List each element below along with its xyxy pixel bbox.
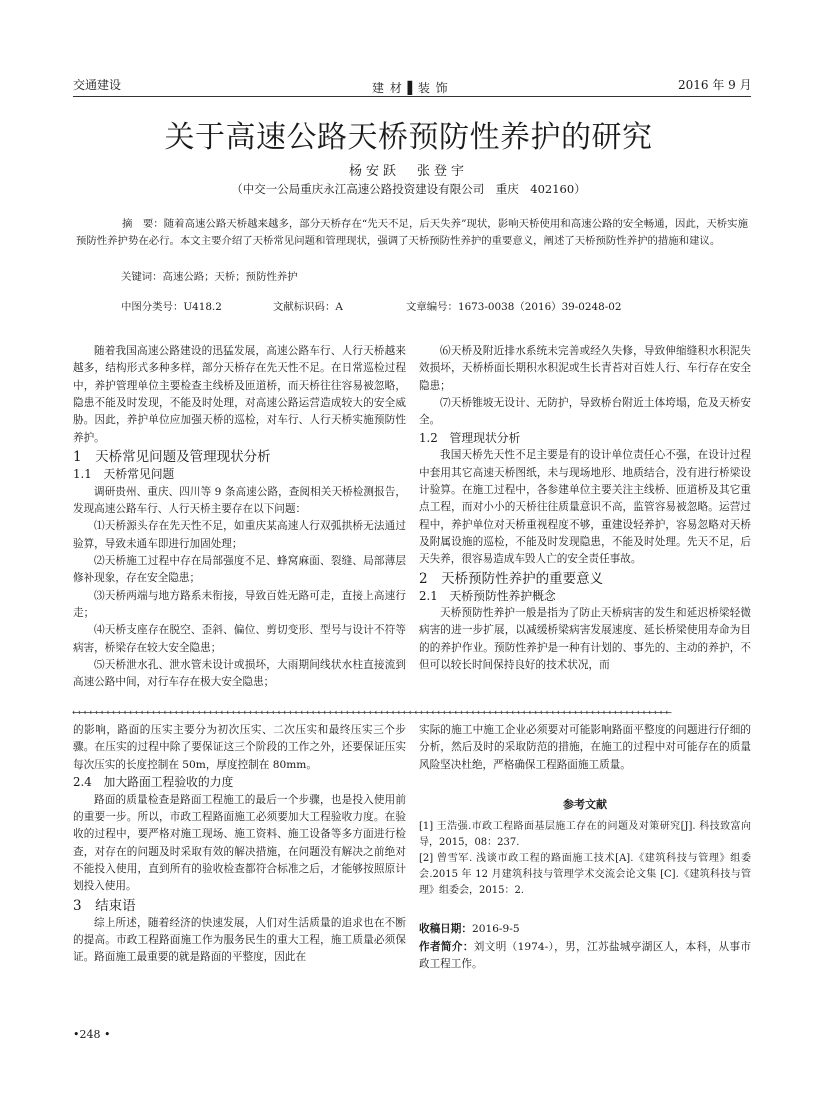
article-divider: ←←←←←←←←←←←←←←←←←←←←←←←←←←←←←←←←←←←←←←←←←←←←←←←←←←←←←←←←←←←←←←←←←←←←←←←←←←←←←←←←←←←←←←←←←←←←←←←←←←←←←←←←← (72, 708, 671, 717)
upper-right-column (419, 343, 751, 675)
bio-value: 刘文明（1974-），男，江苏盐城亭湖区人，本科，从事市政工程工作。 (419, 940, 751, 971)
received-value: 2016-9-5 (471, 923, 520, 936)
authors: 杨安跃 张登宇 (348, 164, 468, 179)
subsection-heading: 2.1 天桥预防性养护概念 (419, 588, 556, 603)
paragraph: 随着我国高速公路建设的迅猛发展，高速公路车行、人行天桥越来越多，结构形式多种多样，部分天桥存在先天性不足。在日常巡检过程中，养护管理单位主要检查主线桥及匝道桥，而天桥往往容易被忽略，隐患不能及时发现，不能及时处理，对高速公路运营造成较大的安全威胁。因此，养护单位应加强天桥的巡检，对车行、人行天桥实施预防性养护。 (73, 345, 406, 444)
reference-item: [1] 王浩强.市政工程路面基层施工存在的问题及对策研究[J]. 科技致富向导，2015，08：237. (419, 821, 751, 849)
journal-section: 交通建设 (73, 78, 122, 92)
clc-number: 中图分类号：U418.2 (121, 301, 222, 313)
list-item: ⑸天桥泄水孔、泄水管未设计或损坏，大雨期间线状水柱直接流到高速公路中间，对行车存在极大安全隐患； (73, 659, 406, 689)
paragraph: 实际的施工中施工企业必须要对可能影响路面平整度的问题进行仔细的分析，然后及时的采取防范的措施，在施工的过程中对可能存在的质量风险坚决杜绝，严格确保工程路面施工质量。 (419, 724, 751, 771)
paragraph: 综上所述，随着经济的快速发展，人们对生活质量的追求也在不断的提高。市政工程路面施工作为服务民生的重大工程，施工质量必须保证。路面施工最重要的就是路面的平整度，因此在 (73, 916, 406, 964)
reference-item: [2] 曾雪军. 浅谈市政工程的路面施工技术[A].《建筑科技与管理》组委会.2015 年 12 月建筑科技与管理学术交流会论文集 [C].《建筑科技与管理》组委会，2015：2. (419, 853, 751, 897)
paragraph: 天桥预防性养护一般是指为了防止天桥病害的发生和延迟桥梁轻微病害的进一步扩展，以减缓桥梁病害发展速度、延长桥梁使用寿命为目的的养护作业。预防性养护是一种有计划的、事先的、主动的养护，不但可以较长时间保持良好的技术状况，而 (419, 607, 751, 672)
lower-right-column (419, 722, 751, 973)
section-heading: 1 天桥常见问题及管理现状分析 (73, 449, 271, 466)
section-heading: 2 天桥预防性养护的重要意义 (419, 570, 604, 587)
list-item: ⑹天桥及附近排水系统未完善或经久失修，导致伸缩缝积水积泥失效损坏，天桥桥面长期积水积泥或生长青苔对百姓人行、车行存在安全隐患； (419, 345, 751, 392)
received-label: 收稿日期： (419, 923, 472, 936)
paragraph: 路面的质量检查是路面工程施工的最后一个步骤，也是投入使用前的重要一步。所以，市政工程路面施工必须要加大工程验收力度。在验收的过程中，要严格对施工现场、施工资料、施工设备等多方面进行检查，对存在的问题及时采取有效的解决措施，在问题没有解决之前绝对不能投入使用，直到所有的验收检查都符合标准之后，才能够按照原计划投入使用。 (73, 793, 406, 893)
paragraph: 调研贵州、重庆、四川等 9 条高速公路，查阅相关天桥检测报告，发现高速公路车行、人行天桥主要存在以下问题： (73, 485, 406, 515)
subsection-heading: 1.2 管理现状分析 (419, 430, 521, 445)
keywords: 关键词：高速公路；天桥；预防性养护 (121, 271, 298, 283)
list-item: ⑵天桥施工过程中存在局部强度不足、蜂窝麻面、裂缝、局部薄层修补现象，存在安全隐患； (73, 554, 406, 585)
references-title: 参考文献 (563, 798, 607, 812)
journal-name: 建 材 ▌装 饰 (372, 81, 449, 95)
page-number: •248 • (73, 1028, 111, 1041)
subsection-heading: 2.4 加大路面工程验收的力度 (73, 775, 234, 790)
received-date (419, 921, 751, 938)
affiliation: （中交一公局重庆永江高速公路投资建设有限公司 重庆 402160） (231, 182, 586, 196)
article-number: 文章编号：1673-0038（2016）39-0248-02 (406, 301, 622, 313)
issue-date: 2016 年 9 月 (678, 78, 752, 92)
list-item: ⑺天桥锥坡无设计、无防护，导致桥台附近土体垮塌，危及天桥安全。 (419, 397, 751, 427)
paper-title: 关于高速公路天桥预防性养护的研究 (164, 120, 653, 155)
lower-left-column (73, 722, 406, 967)
subsection-heading: 1.1 天桥常见问题 (73, 467, 175, 482)
paragraph: 的影响，路面的压实主要分为初次压实、二次压实和最终压实三个步骤。在压实的过程中除了要保证这三个阶段的工作之外，还要保证压实每次压实的长度控制在 50m，厚度控制在 80mm。 (73, 724, 406, 771)
author-bio (419, 939, 751, 974)
document-code: 文献标识码：A (273, 301, 343, 313)
bio-label: 作者简介： (419, 940, 474, 953)
list-item: ⑴天桥源头存在先天性不足，如重庆某高速人行双弧拱桥无法通过验算，导致未通车即进行加固处理； (73, 520, 406, 550)
section-heading: 3 结束语 (73, 897, 136, 914)
upper-left-column (73, 343, 406, 692)
paragraph: 我国天桥先天性不足主要是有的设计单位责任心不强，在设计过程中套用其它高速天桥图纸，未与现场地形、地质结合，没有进行桥梁设计验算。在施工过程中，各参建单位主要关注主线桥、匝道桥及其它重点工程，而对小小的天桥往往质量意识不高，监管容易被忽略。运营过程中，养护单位对天桥重视程度不够，重建设轻养护，容易忽略对天桥及附属设施的巡检，不能及时发现隐患，不能及时处理。先天不足，后天失养，很容易造成车毁人亡的安全责任事故。 (419, 449, 751, 566)
abstract: 摘 要：随着高速公路天桥越来越多，部分天桥存在“先天不足，后天失养”现状，影响天桥使用和高速公路的安全畅通，因此，天桥实施预防性养护势在必行。本文主要介绍了天桥常见问题和管理现状，强调了天桥预防性养护的重要意义，阐述了天桥预防性养护的措施和建议。 (76, 218, 748, 247)
header-rule (73, 96, 751, 97)
list-item: ⑶天桥两端与地方路系未衔接，导致百姓无路可走，直接上高速行走； (73, 589, 406, 619)
list-item: ⑷天桥支座存在脱空、歪斜、偏位、剪切变形、型号与设计不符等病害，桥梁存在较大安全隐患； (73, 624, 406, 654)
